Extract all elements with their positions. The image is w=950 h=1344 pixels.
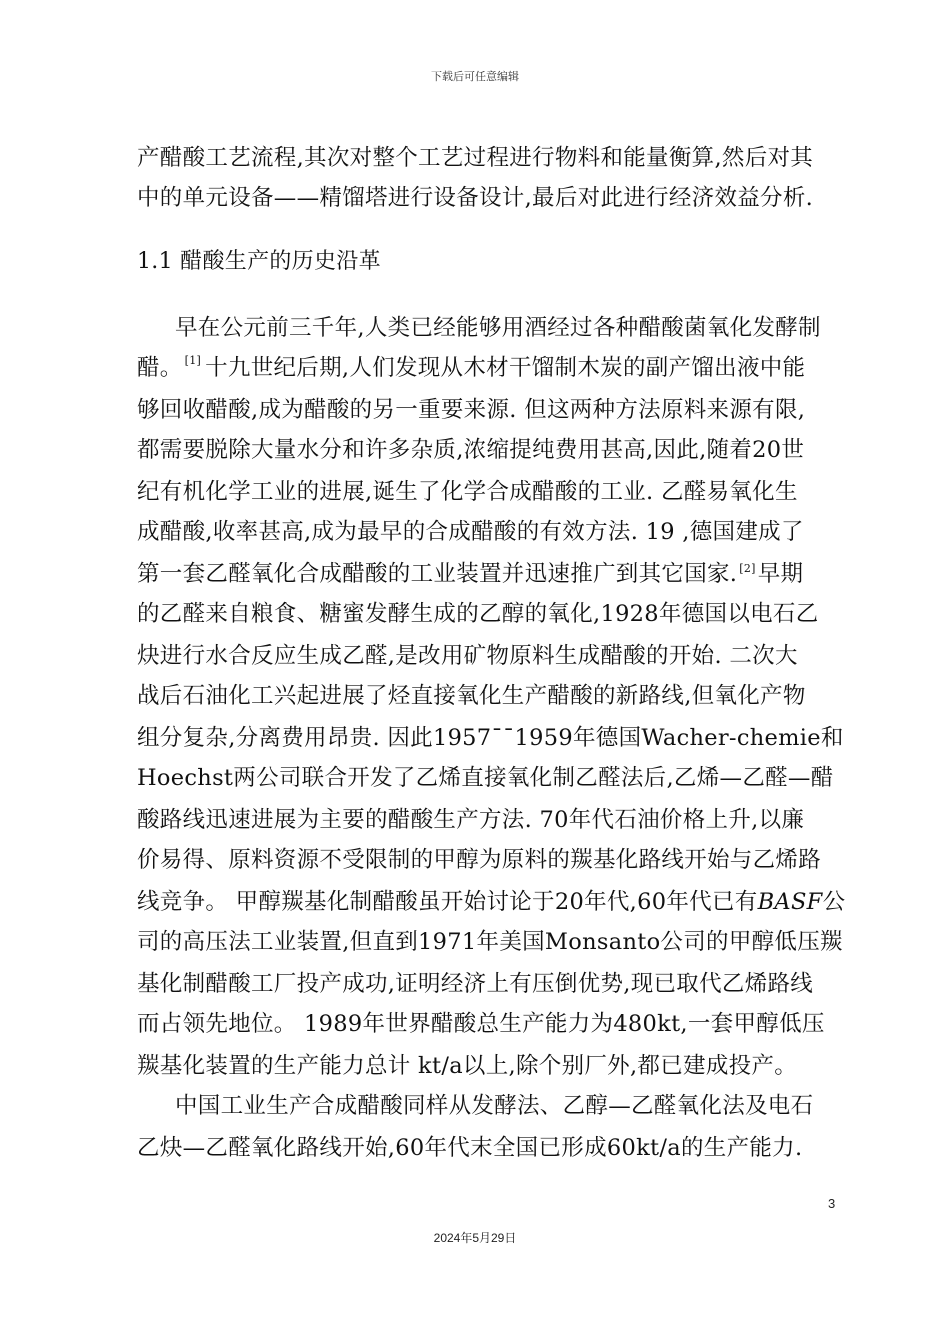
para2-line-2: 乙炔—乙醛氧化路线开始,60年代末全国已形成60kt/a的生产能力. [137, 1135, 803, 1161]
para1-line-18: 而占领先地位。 1989年世界醋酸总生产能力为480kt,一套甲醇低压 [137, 1011, 825, 1037]
footer-date: 2024年5月29日 [433, 1231, 517, 1245]
citation-2: [2] [739, 562, 756, 575]
para1-line-15-start: 线竞争。 甲醇羰基化制醋酸虽开始讨论于20年代,60年代已有 [137, 889, 758, 915]
para1-line-19: 羰基化装置的生产能力总计 kt/a以上,除个别厂外,都已建成投产。 [137, 1053, 798, 1079]
para1-line-16: 司的高压法工业装置,但直到1971年美国Monsanto公司的甲醇低压羰 [137, 929, 843, 955]
para1-line-11: 组分复杂,分离费用昂贵. 因此1957¯¯1959年德国Wacher-chemie和 [137, 725, 844, 751]
para1-line-15 [137, 887, 845, 917]
para1-line-7-end: 早期 [757, 561, 804, 587]
para1-line-17: 基化制醋酸工厂投产成功,证明经济上有压倒优势,现已取代乙烯路线 [137, 971, 814, 997]
para1-line-2-end: 十九世纪后期,人们发现从木材干馏制木炭的副产馏出液中能 [205, 355, 806, 381]
basf-italic: BASF [757, 889, 823, 915]
para1-line-6: 成醋酸,收率甚高,成为最早的合成醋酸的有效方法. 19 ,德国建成了 [137, 519, 804, 545]
para1-line-5: 纪有机化学工业的进展,诞生了化学合成醋酸的工业. 乙醛易氧化生 [137, 479, 798, 505]
citation-1: [1] [184, 354, 202, 367]
para1-line-2-start: 醋。 [137, 355, 183, 381]
para1-line-8: 的乙醛来自粮食、糖蜜发酵生成的乙醇的氧化,1928年德国以电石乙 [137, 601, 819, 627]
para1-line-7 [137, 559, 803, 593]
para1-line-9: 炔进行水合反应生成乙醛,是改用矿物原料生成醋酸的开始. 二次大 [137, 643, 798, 669]
intro-line-1: 产醋酸工艺流程,其次对整个工艺过程进行物料和能量衡算,然后对其 [137, 145, 814, 171]
para1-line-13: 酸路线迅速进展为主要的醋酸生产方法. 70年代石油价格上升,以廉 [137, 807, 805, 833]
para1-line-4: 都需要脱除大量水分和许多杂质,浓缩提纯费用甚高,因此,随着20世 [137, 437, 805, 463]
intro-line-2: 中的单元设备——精馏塔进行设备设计,最后对此进行经济效益分析. [137, 185, 814, 211]
para1-line-7-start: 第一套乙醛氧化合成醋酸的工业装置并迅速推广到其它国家. [137, 561, 738, 587]
para1-line-2 [137, 353, 805, 387]
para1-line-3: 够回收醋酸,成为醋酸的另一重要来源. 但这两种方法原料来源有限, [137, 397, 806, 423]
para2-line-1: 中国工业生产合成醋酸同样从发酵法、乙醇—乙醛氧化法及电石 [175, 1093, 814, 1119]
para1-line-15-end: 公 [822, 889, 846, 915]
section-heading: 1.1 醋酸生产的历史沿革 [137, 249, 381, 274]
para1-line-1: 早在公元前三千年,人类已经能够用酒经过各种醋酸菌氧化发酵制 [175, 315, 821, 341]
para1-line-12: Hoechst两公司联合开发了乙烯直接氧化制乙醛法后,乙烯—乙醛—醋 [137, 765, 834, 791]
header-note: 下载后可任意编辑 [431, 70, 519, 83]
page-number: 3 [828, 1196, 836, 1211]
para1-line-10: 战后石油化工兴起进展了烃直接氧化生产醋酸的新路线,但氧化产物 [137, 683, 806, 709]
para1-line-14: 价易得、原料资源不受限制的甲醇为原料的羰基化路线开始与乙烯路 [137, 847, 822, 873]
